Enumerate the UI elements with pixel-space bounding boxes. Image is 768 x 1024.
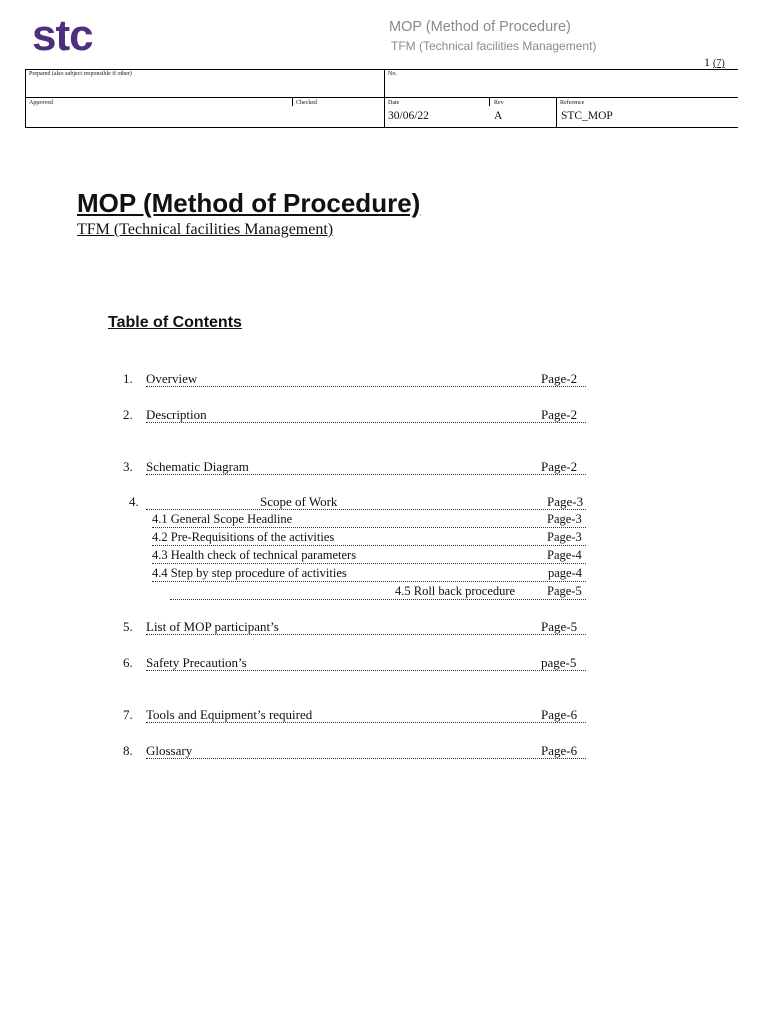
table-divider-reference [556, 98, 557, 127]
toc-item[interactable] [123, 743, 586, 759]
toc-item-label: Schematic Diagram [146, 459, 249, 474]
toc-item-page: Page-6 [541, 743, 578, 758]
toc-item-number: 1. [123, 371, 133, 386]
header-title: MOP (Method of Procedure) [389, 19, 571, 35]
toc-item[interactable] [123, 655, 586, 671]
toc-subitem[interactable] [152, 549, 586, 564]
toc-item-label: Safety Precaution’s [146, 655, 247, 670]
svg-text:stc: stc [32, 14, 93, 56]
toc-item-page: page-5 [541, 655, 577, 670]
rev-caption: Rev [494, 100, 504, 106]
page-number [704, 55, 725, 70]
toc-subitem-page: page-4 [548, 566, 583, 580]
table-left-border [25, 69, 26, 127]
toc-item-number: 4. [129, 494, 139, 509]
toc-item[interactable] [123, 619, 586, 635]
toc-item-page: Page-6 [541, 707, 578, 722]
toc-subitem-label: 4.1 General Scope Headline [152, 512, 293, 526]
toc-item-number: 5. [123, 619, 133, 634]
document-title: MOP (Method of Procedure) [77, 188, 421, 218]
table-divider-checked [292, 98, 293, 106]
toc-item-label: Description [146, 407, 207, 422]
toc-item[interactable] [129, 494, 586, 510]
toc-item-label: Overview [146, 371, 198, 386]
toc-item-page: Page-3 [547, 494, 584, 509]
toc-item-page: Page-2 [541, 407, 578, 422]
document-subtitle: TFM (Technical facilities Management) [77, 221, 334, 238]
toc-subitem[interactable] [152, 531, 586, 546]
toc-item-number: 8. [123, 743, 133, 758]
toc-subitem-label: 4.3 Health check of technical parameters [152, 548, 357, 562]
toc-subitem-page: Page-3 [547, 530, 582, 544]
table-middle-border [25, 97, 738, 98]
toc-item-label: Tools and Equipment’s required [146, 707, 313, 722]
table-top-border [25, 69, 738, 70]
toc-item[interactable] [123, 371, 586, 387]
rev-value: A [494, 110, 503, 122]
toc-subitem-page: Page-3 [547, 512, 582, 526]
checked-caption: Checked [296, 100, 317, 106]
toc-item[interactable] [123, 459, 586, 475]
toc-subitem[interactable] [152, 567, 586, 582]
toc-item-page: Page-2 [541, 371, 578, 386]
table-divider-rev [489, 98, 490, 106]
page-number-total: (7) [713, 58, 725, 69]
prepared-caption: Prepared (also subject responsible if other) [29, 71, 132, 77]
toc-item[interactable] [123, 407, 586, 423]
table-divider-main [384, 69, 385, 127]
toc-item[interactable] [123, 707, 586, 723]
reference-caption: Reference [560, 100, 585, 106]
header-subtitle: TFM (Technical facilities Management) [391, 39, 597, 53]
toc-item-number: 7. [123, 707, 133, 722]
toc-item-number: 2. [123, 407, 133, 422]
toc-item-label: Scope of Work [260, 494, 338, 509]
page-number-current: 1 [704, 55, 710, 69]
toc-subitem-label: 4.5 Roll back procedure [395, 584, 516, 598]
stc-logo [32, 14, 116, 56]
toc-item-number: 3. [123, 459, 133, 474]
reference-value: STC_MOP [561, 110, 613, 122]
toc-subitem-page: Page-4 [547, 548, 582, 562]
table-bottom-border [25, 127, 738, 128]
toc-subitem[interactable] [152, 513, 586, 528]
no-caption: No. [388, 71, 397, 77]
toc-item-page: Page-5 [541, 619, 578, 634]
toc-item-page: Page-2 [541, 459, 578, 474]
approved-caption: Approved [29, 100, 53, 106]
toc-subitem-label: 4.4 Step by step procedure of activities [152, 566, 347, 580]
toc-subitem[interactable] [170, 585, 586, 600]
toc-item-number: 6. [123, 655, 133, 670]
toc-item-label: Glossary [146, 743, 193, 758]
toc-subitem-label: 4.2 Pre-Requisitions of the activities [152, 530, 335, 544]
date-caption: Date [388, 100, 400, 106]
toc-heading: Table of Contents [108, 314, 242, 331]
toc-subitem-page: Page-5 [547, 584, 582, 598]
date-value: 30/06/22 [388, 110, 429, 122]
toc-item-label: List of MOP participant’s [146, 619, 279, 634]
